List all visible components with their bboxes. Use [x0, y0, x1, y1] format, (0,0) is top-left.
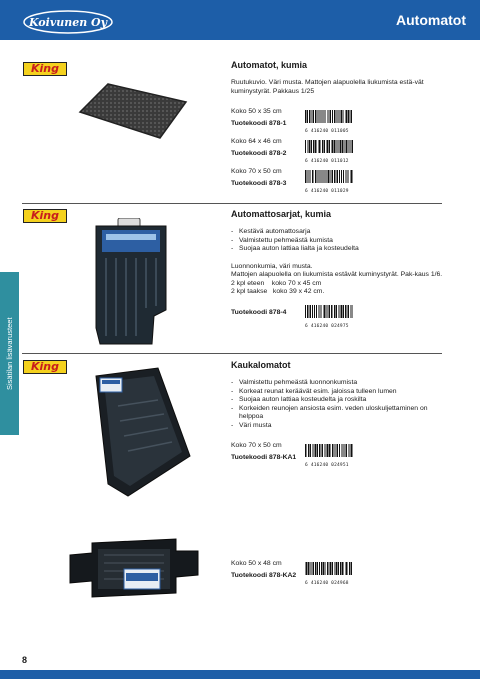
- section-title: Automatot: [396, 12, 466, 28]
- product-variant: [231, 309, 445, 339]
- product-variant: [231, 560, 445, 590]
- list-item: - Väri musta: [231, 422, 445, 431]
- product-title: Automatot, kumia: [231, 60, 308, 70]
- product-variant: [231, 442, 445, 472]
- tray-mat-small-image: [68, 525, 200, 605]
- list-item: - Korkeiden reunojen ansiosta esim. veden uloskuljettaminen on helppoa: [231, 405, 445, 422]
- tray-mat-image: [88, 366, 192, 498]
- barcode-number: 6 416240 024951: [305, 463, 349, 468]
- product-description: Ruutukuvio. Väri musta. Mattojen alapuolella liukumista estä-vät kuminystyrät. Pakkaus 1/25: [231, 79, 424, 95]
- king-brand-badge: King: [23, 209, 67, 223]
- product-automattosarjat-kumia: [231, 209, 445, 339]
- section-divider: [22, 203, 442, 204]
- variant-code: Tuotekoodi 878-1: [231, 120, 287, 127]
- barcode: [305, 170, 353, 194]
- barcode: [305, 140, 353, 164]
- barcode-bars: [305, 170, 353, 183]
- variant-code: Tuotekoodi 878-KA1: [231, 454, 297, 461]
- category-side-tab: [0, 272, 19, 435]
- variant-size: Koko 50 x 35 cm: [231, 108, 282, 115]
- page-header: [0, 0, 480, 40]
- variant-code: Tuotekoodi 878-2: [231, 150, 287, 157]
- barcode-number: 6 416240 011012: [305, 159, 349, 164]
- section-divider: [22, 353, 442, 354]
- product-variant: [231, 138, 445, 168]
- product-kaukalomatot: [231, 360, 445, 472]
- feature-list: [231, 379, 445, 430]
- variant-code: Tuotekoodi 878-4: [231, 308, 287, 316]
- company-logo: [22, 9, 114, 35]
- barcode-bars: [305, 110, 353, 123]
- barcode: [305, 110, 353, 134]
- list-item: - Valmistettu pehmeästä kumista: [231, 237, 445, 246]
- barcode-number: 6 416240 011029: [305, 189, 349, 194]
- rubber-mat-image: [78, 82, 188, 140]
- variant-size: Koko 50 x 48 cm: [231, 560, 282, 567]
- list-item: - Suojaa auton lattiaa kosteudelta ja roskilta: [231, 396, 445, 405]
- barcode-number: 6 416240 011005: [305, 129, 349, 134]
- list-item: - Kestävä automattosarja: [231, 228, 445, 237]
- king-brand-badge: King: [23, 360, 67, 374]
- variant-size: Koko 70 x 50 cm: [231, 168, 282, 175]
- list-item: - Korkeat reunat keräävät esim. jaloissa tulleen lumen: [231, 388, 445, 397]
- barcode-number: 6 416240 024968: [305, 581, 349, 586]
- product-title: Automattosarjat, kumia: [231, 209, 332, 219]
- svg-text:Koivunen Oy: Koivunen Oy: [28, 16, 108, 29]
- list-item: - Valmistettu pehmeästä luonnonkumista: [231, 379, 445, 388]
- product-variant: [231, 108, 445, 138]
- barcode-bars: [305, 140, 353, 153]
- variant-size: Koko 64 x 46 cm: [231, 138, 282, 145]
- barcode: [305, 562, 353, 586]
- page-number: 8: [22, 655, 28, 665]
- variant-size: Koko 70 x 50 cm: [231, 442, 282, 449]
- barcode: [305, 444, 353, 468]
- description-line: 2 kpl eteen koko 70 x 45 cm: [231, 279, 322, 287]
- barcode-bars: [305, 305, 353, 318]
- barcode: [305, 305, 353, 329]
- description-line: Mattojen alapuolella on liukumista estävät kuminystyrät. Pak-kaus 1/6.: [231, 271, 443, 278]
- product-automatot-kumia: [231, 60, 445, 198]
- barcode-bars: [305, 562, 353, 575]
- barcode-number: 6 416240 024975: [305, 323, 349, 329]
- description-line: Luonnonkumia, väri musta.: [231, 262, 313, 270]
- side-tab-label: Sisätilan lisävarusteet: [5, 317, 14, 390]
- barcode-bars: [305, 444, 353, 457]
- king-brand-badge: King: [23, 62, 67, 76]
- variant-code: Tuotekoodi 878-3: [231, 180, 287, 187]
- product-variant: [231, 168, 445, 198]
- footer-bar: [0, 670, 480, 679]
- mat-set-image: [92, 218, 170, 348]
- feature-list: [231, 228, 445, 254]
- product-title: Kaukalomatot: [231, 360, 291, 370]
- product-kaukalomatot-small: [231, 560, 445, 590]
- variant-code: Tuotekoodi 878-KA2: [231, 572, 297, 579]
- description-line: 2 kpl taakse koko 39 x 42 cm.: [231, 288, 325, 295]
- list-item: - Suojaa auton lattiaa lialta ja kosteudelta: [231, 245, 445, 254]
